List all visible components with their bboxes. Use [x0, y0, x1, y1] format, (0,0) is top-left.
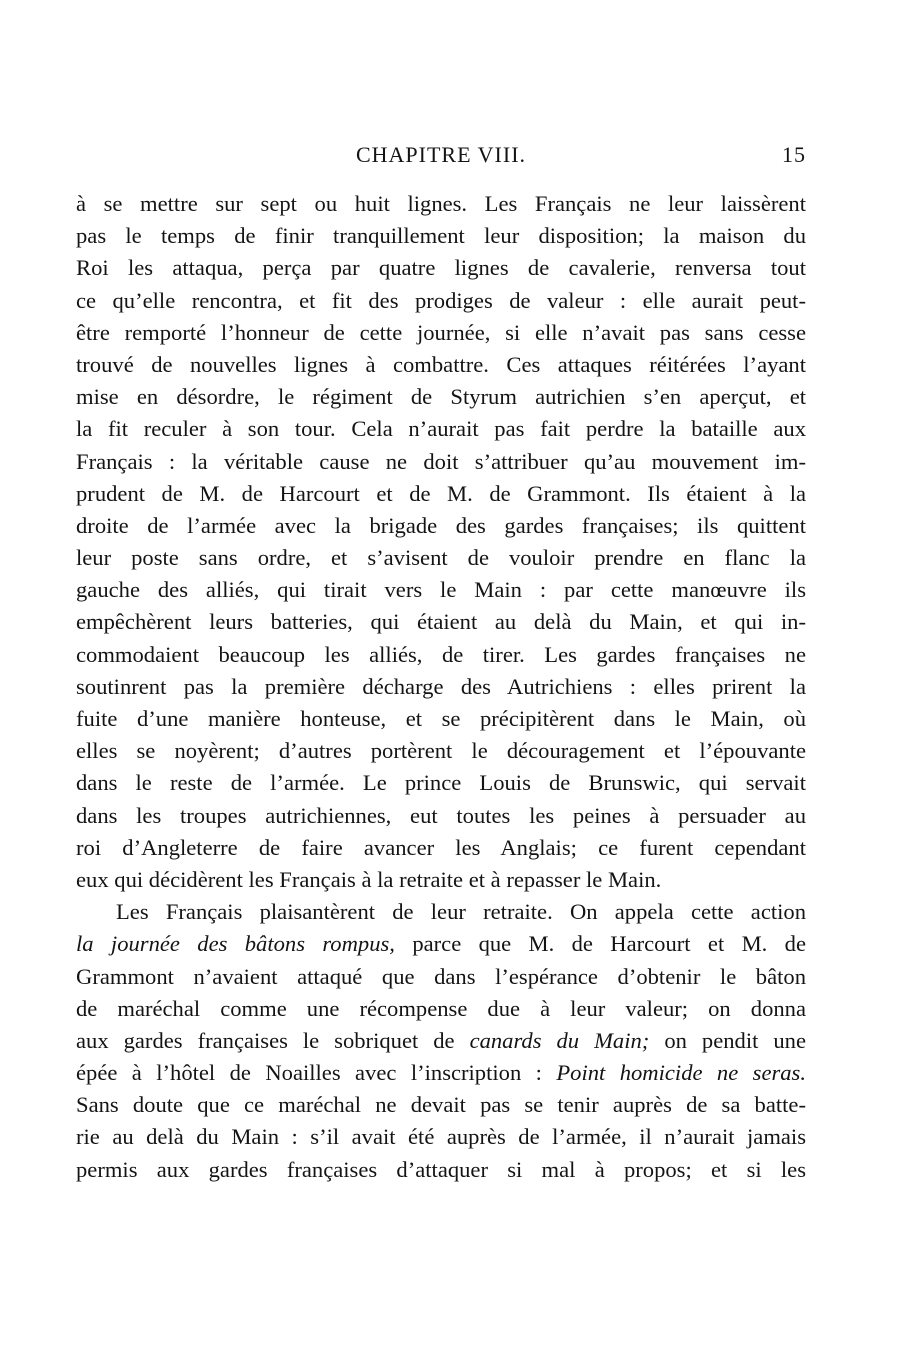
running-header [76, 142, 806, 176]
chapter-title: CHAPITRE VIII. [355, 142, 527, 167]
text-line: dans les troupes autrichiennes, eut toutes les peines à persuader au [76, 802, 806, 828]
text-line: Grammont n’avaient attaqué que dans l’espérance d’obtenir le bâton [76, 963, 806, 989]
text-line: être remporté l’honneur de cette journée, si elle n’avait pas sans cesse [76, 319, 806, 345]
text-line: prudent de M. de Harcourt et de M. de Grammont. Ils étaient à la [76, 480, 806, 506]
text-line [76, 928, 806, 960]
paragraph-2 [76, 896, 806, 1186]
text-line: permis aux gardes françaises d’attaquer si mal à propos; et si les [76, 1156, 806, 1182]
text-line: commodaient beaucoup les alliés, de tirer. Les gardes françaises ne [76, 641, 806, 667]
text-line: Roi les attaqua, perça par quatre lignes de cavalerie, renversa tout [76, 255, 806, 281]
text-line: Français : la véritable cause ne doit s’attribuer qu’au mouvement im- [76, 448, 806, 474]
text-line: empêchèrent leurs batteries, qui étaient au delà du Main, et qui in- [76, 609, 806, 635]
text-line [76, 1057, 806, 1089]
text-line [76, 1025, 806, 1057]
text-run: parce que M. de Harcourt et M. de [394, 931, 806, 957]
text-line: droite de l’armée avec la brigade des gardes françaises; ils quittent [76, 512, 806, 538]
text-line: de maréchal comme une récompense due à leur valeur; on donna [76, 995, 806, 1021]
paragraph-1 [76, 188, 806, 896]
italic-phrase: la journée des bâtons rompus, [76, 931, 395, 957]
text-run: on pendit une [649, 1027, 806, 1053]
page-number: 15 [782, 142, 806, 167]
text-line: ce qu’elle rencontra, et fit des prodiges de valeur : elle aurait peut- [76, 287, 806, 313]
text-line: fuite d’une manière honteuse, et se précipitèrent dans le Main, où [76, 706, 806, 731]
text-line: eux qui décidèrent les Français à la retraite et à repasser le Main. [76, 866, 662, 892]
text-line: roi d’Angleterre de faire avancer les Anglais; ce furent cependant [76, 834, 806, 860]
text-line: trouvé de nouvelles lignes à combattre. Ces attaques réitérées l’ayant [76, 351, 806, 377]
italic-phrase: Point homicide ne seras. [556, 1060, 806, 1086]
text-line: soutinrent pas la première décharge des Autrichiens : elles prirent la [76, 673, 806, 699]
text-run: aux gardes françaises le sobriquet de [76, 1027, 470, 1053]
italic-phrase: canards du Main; [469, 1027, 650, 1053]
text-line: à se mettre sur sept ou huit lignes. Les Français ne leur laissèrent [76, 191, 806, 216]
text-line: Les Français plaisantèrent de leur retraite. On appela cette action [116, 899, 806, 925]
text-line: rie au delà du Main : s’il avait été auprès de l’armée, il n’aurait jamais [76, 1124, 806, 1150]
text-line: leur poste sans ordre, et s’avisent de vouloir prendre en flanc la [76, 545, 806, 571]
text-line: la fit reculer à son tour. Cela n’aurait pas fait perdre la bataille aux [76, 416, 806, 442]
text-line: dans le reste de l’armée. Le prince Louis de Brunswic, qui servait [76, 770, 806, 796]
text-line: elles se noyèrent; d’autres portèrent le découragement et l’épouvante [76, 738, 806, 764]
text-line: gauche des alliés, qui tirait vers le Main : par cette manœuvre ils [76, 577, 806, 603]
text-line: pas le temps de finir tranquillement leur disposition; la maison du [76, 223, 806, 249]
text-run: épée à l’hôtel de Noailles avec l’inscription : [76, 1060, 557, 1086]
text-line: mise en désordre, le régiment de Styrum autrichien s’en aperçut, et [76, 384, 806, 410]
text-line: Sans doute que ce maréchal ne devait pas se tenir auprès de sa batte- [76, 1092, 806, 1118]
body-text [76, 188, 806, 1186]
